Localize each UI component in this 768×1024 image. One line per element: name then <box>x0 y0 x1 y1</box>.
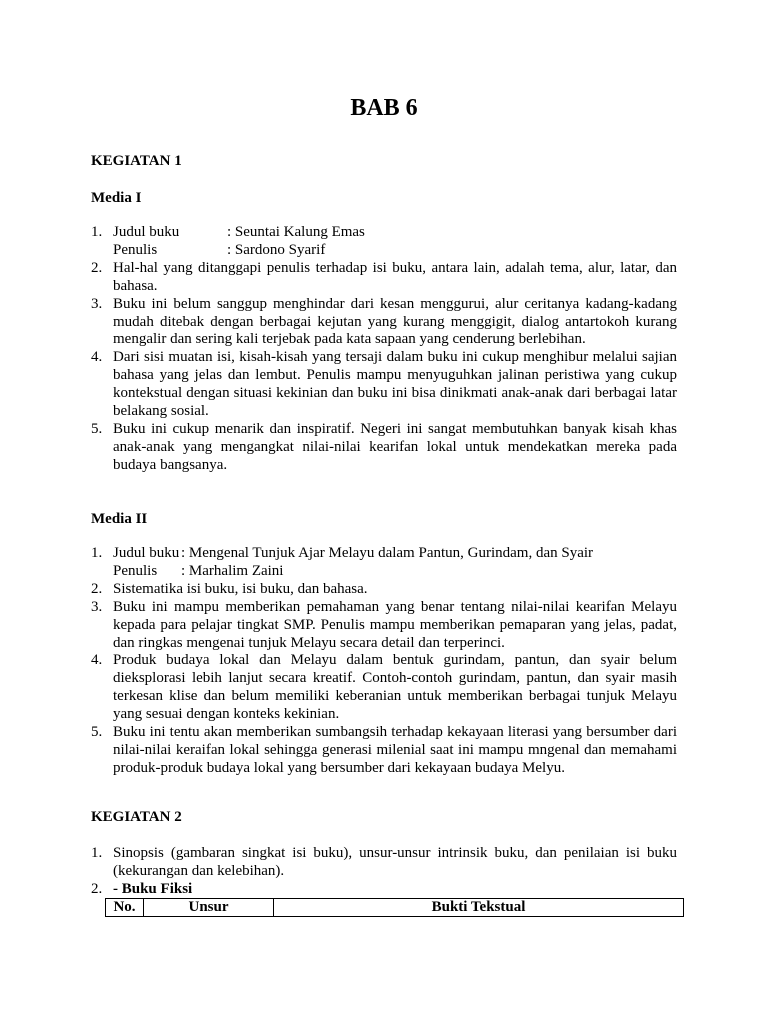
list-number: 3. <box>91 295 103 312</box>
book-title-value: : Seuntai Kalung Emas <box>227 224 365 240</box>
book-author-label: Penulis <box>113 562 158 579</box>
list-number: 4. <box>91 349 103 366</box>
table-header-row <box>106 899 684 917</box>
list-item-text: Dari sisi muatan isi, kisah-kisah yang tersaji dalam buku ini cukup menghibur melalui sajian bahasa yang jelas dan lembut. Penulis mampu menyuguhkan jalinan peristiwa yang cukup kontekstual dengan situasi kekinian dan buku ini bisa dinikmati anak-anak dari berbagai latar belakang sosial. <box>113 349 677 420</box>
list-number: 1. <box>91 224 103 240</box>
book-title-label: Judul buku <box>113 224 180 240</box>
media-1-list <box>91 224 677 475</box>
list-item <box>91 599 677 653</box>
section-heading-kegiatan-1: KEGIATAN 1 <box>91 153 182 169</box>
list-number: 1. <box>91 845 103 861</box>
list-item-text: Buku ini tentu akan memberikan sumbangsih terhadap kekayaan literasi yang bersumber dari nilai-nilai keraifan lokal sehingga generasi milenial saat ini mampu mngenal dan memahami produk-produk budaya lokal yang bersumber dari kekayaan budaya Melyu. <box>113 724 677 776</box>
list-item <box>91 581 677 599</box>
book-author-value: : Marhalim Zaini <box>181 562 284 579</box>
list-item <box>91 260 677 296</box>
list-item <box>91 296 677 350</box>
book-info <box>113 545 677 581</box>
list-item-text: Sistematika isi buku, isi buku, dan bahasa. <box>113 580 368 597</box>
subsection-heading-media-2: Media II <box>91 511 148 527</box>
list-number: 2. <box>91 880 103 897</box>
list-number: 4. <box>91 652 103 669</box>
list-item-text: Buku ini belum sanggup menghindar dari kesan menggurui, alur ceritanya kadang-kadang mudah ditebak dengan berbagai kejutan yang kurang menggigit, dialog antartokoh kurang mengalir dan sering kali terjebak pada kata sapaan yang cenderung berlebihan. <box>113 295 677 348</box>
list-item <box>91 724 677 778</box>
book-author-value: : Sardono Syarif <box>227 241 326 258</box>
fiction-book-label: - Buku Fiksi <box>113 880 193 897</box>
column-header-unsur: Unsur <box>144 899 274 917</box>
list-number: 3. <box>91 598 103 615</box>
kegiatan-2-list <box>91 845 677 899</box>
list-item <box>91 545 677 581</box>
list-item <box>91 845 677 881</box>
list-item <box>91 421 677 475</box>
chapter-title: BAB 6 <box>350 95 418 121</box>
list-number: 5. <box>91 420 103 437</box>
book-title-value: : Mengenal Tunjuk Ajar Melayu dalam Pantun, Gurindam, dan Syair <box>181 545 594 561</box>
book-author-label: Penulis <box>113 241 158 258</box>
list-item-text: Buku ini cukup menarik dan inspiratif. Negeri ini sangat membutuhkan banyak kisah khas anak-anak yang mengangkat nilai-nilai kearifan lokal untuk mendekatkan mereka pada budaya bangsanya. <box>113 420 677 473</box>
list-item-text: Produk budaya lokal dan Melayu dalam bentuk gurindam, pantun, dan syair belum dieksplorasi lebih lanjut secara kreatif. Contoh-contoh gurindam, pantun, dan syair masih terkesan klise dan belum memiliki keberanian untuk memberikan berbagai tunjuk Melayu yang sesuai dengan konteks kekinian. <box>113 652 677 723</box>
book-info <box>113 224 677 260</box>
list-number: 5. <box>91 724 103 741</box>
fiction-table <box>105 898 684 917</box>
list-item-text: Hal-hal yang ditanggapi penulis terhadap isi buku, antara lain, adalah tema, alur, latar, dan bahasa. <box>113 259 677 294</box>
book-title-label: Judul buku <box>113 545 180 561</box>
list-item <box>91 224 677 260</box>
column-header-bukti-tekstual: Bukti Tekstual <box>274 899 684 917</box>
section-heading-kegiatan-2: KEGIATAN 2 <box>91 809 182 825</box>
list-item <box>91 881 677 899</box>
media-2-list <box>91 545 677 778</box>
list-number: 1. <box>91 545 103 561</box>
list-number: 2. <box>91 580 103 597</box>
list-item <box>91 349 677 421</box>
list-number: 2. <box>91 259 103 276</box>
subsection-heading-media-1: Media I <box>91 190 142 206</box>
list-item-text: Buku ini mampu memberikan pemahaman yang benar tentang nilai-nilai kearifan Melayu kepada para pelajar tingkat SMP. Penulis mampu memberikan pemaparan yang jelas, padat, dan ringkas mengenai tunjuk Melayu secara detail dan terperinci. <box>113 598 677 651</box>
column-header-no: No. <box>106 899 144 917</box>
list-item-text: Sinopsis (gambaran singkat isi buku), unsur-unsur intrinsik buku, dan penilaian isi buku (kekurangan dan kelebihan). <box>113 845 677 879</box>
list-item <box>91 652 677 724</box>
